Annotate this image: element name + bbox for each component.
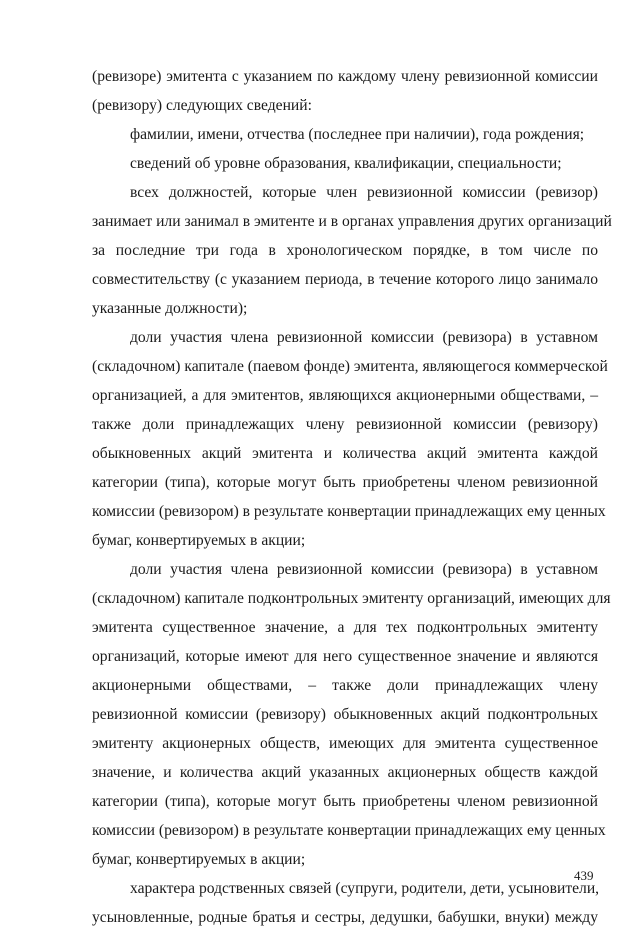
text-line: эмитента существенное значение, а для тех подконтрольных эмитенту <box>92 619 598 636</box>
document-body <box>92 62 612 932</box>
text-line: организаций, которые имеют для него существенное значение и являются <box>92 648 598 665</box>
text-line: категории (типа), которые могут быть приобретены членом ревизионной <box>92 474 598 491</box>
text-line: обыкновенных акций эмитента и количества акций эмитента каждой <box>92 445 598 462</box>
text-line: совместительству (с указанием периода, в течение которого лицо занимало <box>92 271 598 288</box>
page-number: 439 <box>574 868 594 883</box>
text-line: ревизионной комиссии (ревизору) обыкновенных акций подконтрольных <box>92 706 598 723</box>
text-line: значение, и количества акций указанных акционерных обществ каждой <box>92 764 598 781</box>
text-line: указанные должности); <box>92 300 248 317</box>
text-line: (складочном) капитале (паевом фонде) эмитента, являющегося коммерческой <box>92 358 608 375</box>
text-line: (складочном) капитале подконтрольных эмитенту организаций, имеющих для <box>92 590 611 607</box>
text-line: комиссии (ревизором) в результате конвертации принадлежащих ему ценных <box>92 822 606 839</box>
text-line: акционерными обществами, – также доли принадлежащих члену <box>92 677 598 694</box>
text-line: бумаг, конвертируемых в акции; <box>92 532 306 549</box>
text-line: (ревизоре) эмитента с указанием по каждому члену ревизионной комиссии <box>92 68 598 85</box>
text-line: бумаг, конвертируемых в акции; <box>92 851 306 868</box>
text-line: также доли принадлежащих члену ревизионной комиссии (ревизору) <box>92 416 598 433</box>
text-line: за последние три года в хронологическом порядке, в том числе по <box>92 242 598 259</box>
text-line: эмитенту акционерных обществ, имеющих для эмитента существенное <box>92 735 598 752</box>
text-line: комиссии (ревизором) в результате конвертации принадлежащих ему ценных <box>92 503 606 520</box>
text-line: доли участия члена ревизионной комиссии (ревизора) в уставном <box>130 561 598 578</box>
text-line: занимает или занимал в эмитенте и в органах управления других организаций <box>92 213 612 230</box>
text-line: доли участия члена ревизионной комиссии (ревизора) в уставном <box>130 329 598 346</box>
text-line: организацией, а для эмитентов, являющихся акционерными обществами, – <box>92 387 598 404</box>
text-line: фамилии, имени, отчества (последнее при наличии), года рождения; <box>130 126 585 143</box>
text-line: сведений об уровне образования, квалификации, специальности; <box>130 155 562 172</box>
text-line: усыновленные, родные братья и сестры, дедушки, бабушки, внуки) между <box>92 909 598 926</box>
text-line: категории (типа), которые могут быть приобретены членом ревизионной <box>92 793 598 810</box>
text-line: (ревизору) следующих сведений: <box>92 97 312 114</box>
text-line: всех должностей, которые член ревизионной комиссии (ревизор) <box>130 184 598 201</box>
text-line: характера родственных связей (супруги, родители, дети, усыновители, <box>130 880 600 897</box>
